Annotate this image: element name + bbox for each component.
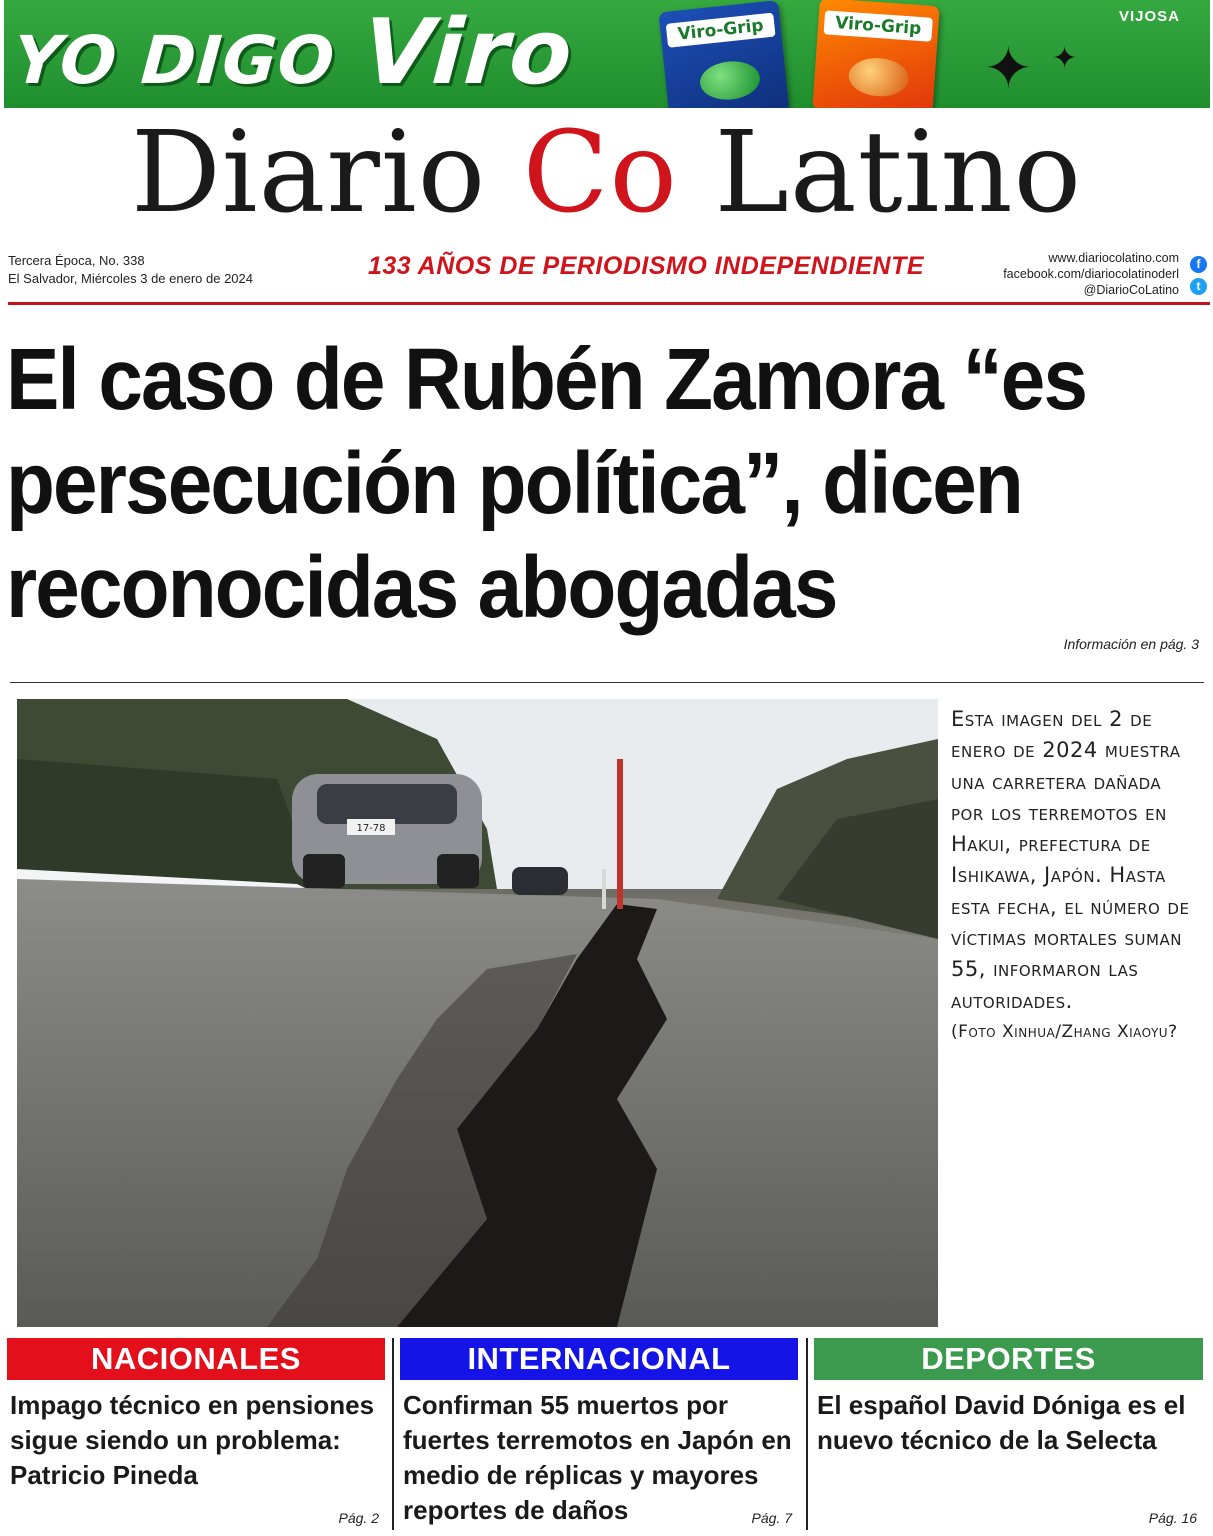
product-box-orange <box>812 0 940 108</box>
logo-word-diario: Diario <box>130 108 487 238</box>
cracked-road-illustration <box>17 699 938 1327</box>
section-nacionales[interactable] <box>7 1338 385 1534</box>
ad-slogan-b: Viro <box>359 0 577 105</box>
ad-brand: VIJOSA <box>1118 8 1180 25</box>
facebook-link[interactable]: facebook.com/diariocolatinoderl <box>1003 267 1179 281</box>
sparkle-icon: ✦ <box>984 36 1033 101</box>
newspaper-logo[interactable] <box>0 108 1213 238</box>
masthead-divider <box>8 302 1210 305</box>
ad-banner[interactable] <box>4 0 1210 108</box>
section-page-ref: Pág. 16 <box>1148 1510 1197 1526</box>
section-label: NACIONALES <box>7 1338 385 1380</box>
main-headline[interactable]: El caso de Rubén Zamora “es persecución política”, dicen reconocidas abogadas <box>6 331 1087 636</box>
section-headline[interactable]: Impago técnico en pensiones sigue siendo un problema: Patricio Pineda <box>10 1390 375 1490</box>
ad-slogan <box>11 0 577 106</box>
headline-page-ref: Información en pág. 3 <box>1063 636 1199 652</box>
section-page-ref: Pág. 2 <box>338 1510 379 1526</box>
contact-links <box>1003 250 1179 298</box>
facebook-icon[interactable]: f <box>1190 256 1207 273</box>
photo-credit: (Foto Xinhua/Zhang Xiaoyu? <box>951 1021 1178 1042</box>
sparkle-icon: ✦ <box>1052 42 1078 75</box>
ad-slogan-a: YO DIGO <box>11 22 338 99</box>
car-silhouette <box>292 774 482 888</box>
photo-caption <box>951 704 1191 1048</box>
section-headline[interactable]: El español David Dóniga es el nuevo técnico de la Selecta <box>817 1390 1186 1455</box>
column-divider <box>392 1338 394 1530</box>
section-label: DEPORTES <box>814 1338 1203 1380</box>
edition-info <box>8 252 253 288</box>
caption-text: Esta imagen del 2 de enero de 2024 muestra una carretera dañada por los terremotos en Hakui, prefectura de Ishikawa, Japón. Hasta esta fecha, el número de víctimas mortales suman 55, informaron las autoridades. <box>951 707 1190 1013</box>
column-divider <box>806 1338 808 1530</box>
section-headline[interactable]: Confirman 55 muertos por fuertes terremotos en Japón en medio de réplicas y mayores reportes de daños <box>403 1390 792 1525</box>
product-name-1: Viro-Grip <box>666 13 776 48</box>
edition-number: Tercera Época, No. 338 <box>8 253 145 268</box>
license-plate: 17-78 <box>356 823 386 834</box>
section-deportes[interactable] <box>814 1338 1203 1534</box>
product-box-blue <box>658 0 789 108</box>
lozenge-icon <box>698 58 762 102</box>
twitter-icon[interactable]: t <box>1190 278 1207 295</box>
edition-date: El Salvador, Miércoles 3 de enero de 2024 <box>8 271 253 286</box>
twitter-link[interactable]: @DiarioCoLatino <box>1083 283 1179 297</box>
logo-word-latino: Latino <box>714 108 1083 238</box>
website-link[interactable]: www.diariocolatino.com <box>1048 251 1179 265</box>
lead-photo[interactable] <box>17 699 938 1327</box>
lozenge-icon <box>847 56 910 98</box>
section-label: INTERNACIONAL <box>400 1338 798 1380</box>
product-name-2: Viro-Grip <box>824 10 933 41</box>
section-page-ref: Pág. 7 <box>751 1510 792 1526</box>
headline-divider <box>10 682 1204 683</box>
tagline: 133 AÑOS DE PERIODISMO INDEPENDIENTE <box>367 252 925 280</box>
section-internacional[interactable] <box>400 1338 798 1534</box>
logo-word-co: Co <box>522 108 678 238</box>
